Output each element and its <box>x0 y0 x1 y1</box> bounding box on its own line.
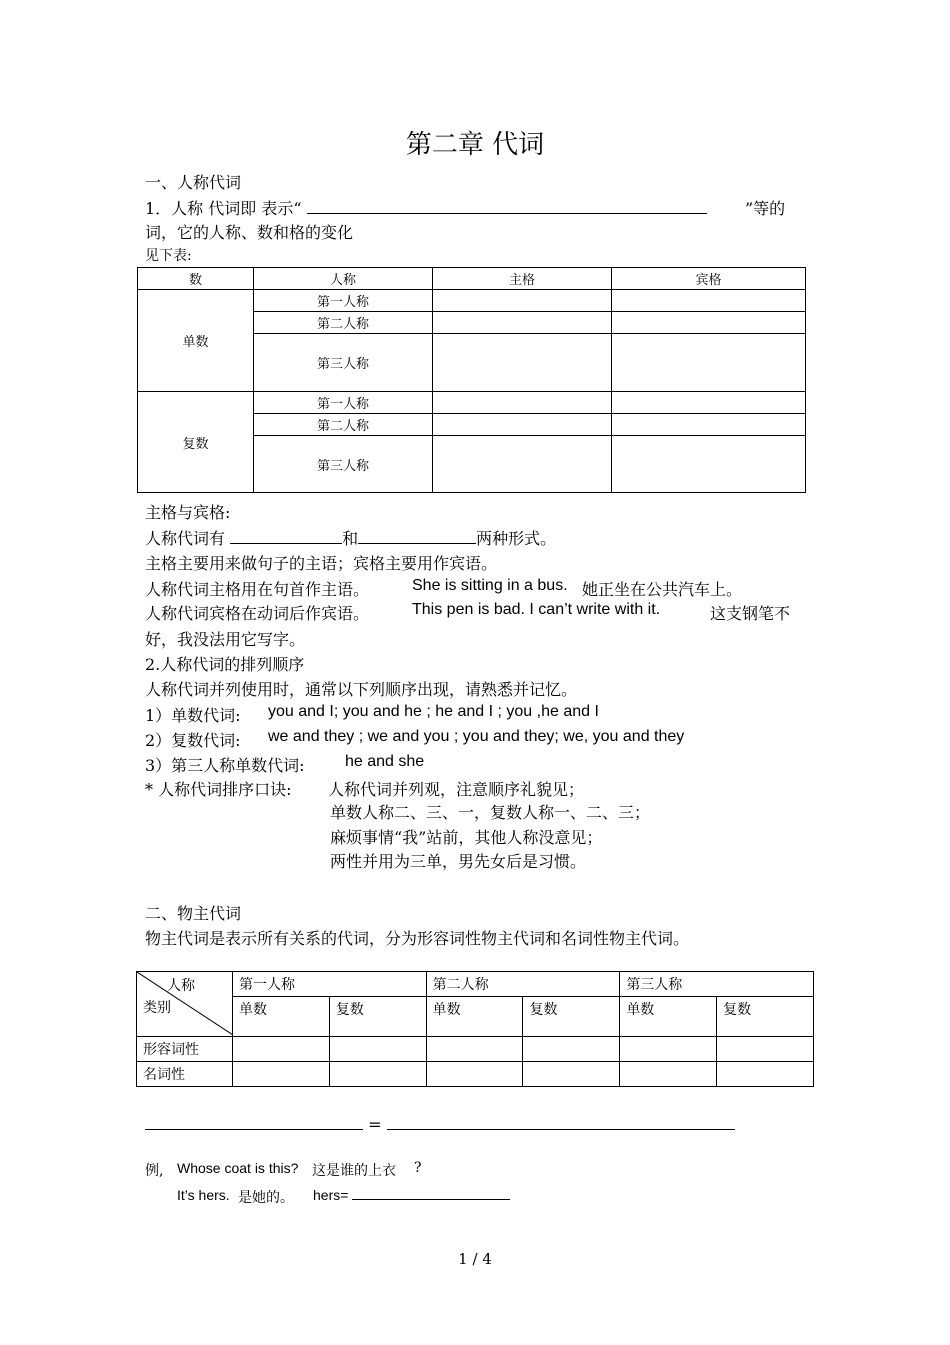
answer-cell[interactable] <box>717 1062 814 1087</box>
section-1-heading: 一、人称代词 <box>145 173 242 192</box>
hers-blank[interactable] <box>352 1187 510 1200</box>
case-heading: 主格与宾格: <box>145 503 231 522</box>
nominative-translation: 她正坐在公共汽车上。 <box>582 580 743 599</box>
person-cell: 第二人称 <box>254 414 433 436</box>
answer-cell[interactable] <box>433 334 612 392</box>
case-forms-and: 和 <box>342 529 359 548</box>
example-label: 例, <box>145 1163 164 1179</box>
personal-pronoun-table <box>137 267 806 493</box>
person-header: 第二人称 <box>426 972 620 997</box>
order-item-2-label: 2）复数代词: <box>145 731 241 750</box>
answer-cell[interactable] <box>433 392 612 414</box>
objective-rule: 人称代词宾格在动词后作宾语。 <box>145 604 370 623</box>
corner-cell <box>137 972 233 1037</box>
definition-blank[interactable] <box>307 199 707 214</box>
answer-cell[interactable] <box>433 436 612 493</box>
corner-bottom-label: 类别 <box>143 1000 171 1016</box>
answer-cell[interactable] <box>433 414 612 436</box>
number-header: 单数 <box>620 997 717 1037</box>
possessive-pronoun-table <box>136 971 814 1087</box>
answer-cell[interactable] <box>523 1037 620 1062</box>
corner-top-label: 人称 <box>167 978 195 994</box>
case-usage: 主格主要用来做句子的主语；宾格主要用作宾语。 <box>145 554 498 573</box>
answer-cell[interactable] <box>426 1062 523 1087</box>
hers-line <box>313 1187 510 1203</box>
equation-blank-left[interactable] <box>145 1115 363 1130</box>
rhyme-line: 人称代词并列观，注意顺序礼貌见； <box>328 780 585 799</box>
order-intro: 人称代词并列使用时，通常以下列顺序出现，请熟悉并记忆。 <box>145 680 578 699</box>
rhyme-line: 两性并用为三单，男先女后是习惯。 <box>330 852 587 871</box>
definition-suffix: ”等的 <box>745 199 786 218</box>
person-cell: 第一人称 <box>254 290 433 312</box>
answer-cell[interactable] <box>612 334 806 392</box>
order-item-3-label: 3）第三人称单数代词: <box>145 756 305 775</box>
person-header: 第三人称 <box>620 972 814 997</box>
answer-cell[interactable] <box>620 1037 717 1062</box>
number-header: 复数 <box>523 997 620 1037</box>
rhyme-label: * 人称代词排序口诀: <box>145 780 292 799</box>
header-objective: 宾格 <box>612 268 806 290</box>
order-heading: 2.人称代词的排列顺序 <box>145 655 305 674</box>
case-forms-line <box>145 526 556 549</box>
equals-sign: = <box>368 1115 382 1134</box>
answer-cell[interactable] <box>612 312 806 334</box>
answer-cell[interactable] <box>329 1037 426 1062</box>
answer-cell[interactable] <box>612 290 806 312</box>
objective-example: This pen is bad. I can’t write with it. <box>412 601 661 618</box>
example-question: Whose coat is this? <box>177 1160 299 1176</box>
header-nominative: 主格 <box>433 268 612 290</box>
equation-line <box>145 1115 735 1134</box>
rhyme-line: 单数人称二、三、一，复数人称一、二、三； <box>330 803 651 822</box>
answer-cell[interactable] <box>233 1062 330 1087</box>
person-cell: 第二人称 <box>254 312 433 334</box>
answer-cell[interactable] <box>717 1037 814 1062</box>
person-cell: 第一人称 <box>254 392 433 414</box>
group-label: 复数 <box>138 392 254 493</box>
example-question-mark: ? <box>414 1160 422 1176</box>
person-cell: 第三人称 <box>254 334 433 392</box>
nominative-rule: 人称代词主格用在句首作主语。 <box>145 580 370 599</box>
answer-cell[interactable] <box>233 1037 330 1062</box>
case-blank-2[interactable] <box>358 529 476 544</box>
answer-cell[interactable] <box>433 312 612 334</box>
rhyme-line: 麻烦事情“我”站前，其他人称没意见； <box>330 828 603 847</box>
page-number: 1 / 4 <box>458 1250 492 1268</box>
order-item-2-text: we and they ; we and you ; you and they; we, you and they <box>268 728 685 745</box>
order-item-3-text: he and she <box>345 753 425 770</box>
number-header: 单数 <box>233 997 330 1037</box>
header-number: 数 <box>138 268 254 290</box>
person-cell: 第三人称 <box>254 436 433 493</box>
answer-cell[interactable] <box>426 1037 523 1062</box>
definition-cont: 词，它的人称、数和格的变化 <box>145 223 354 242</box>
order-item-1-label: 1）单数代词: <box>145 706 241 725</box>
case-forms-prefix: 人称代词有 <box>145 529 231 548</box>
number-header: 复数 <box>329 997 426 1037</box>
section-2-heading: 二、物主代词 <box>145 904 242 923</box>
number-header: 单数 <box>426 997 523 1037</box>
answer-cell[interactable] <box>612 436 806 493</box>
nominative-example: She is sitting in a bus. <box>412 577 568 594</box>
objective-translation: 这支钢笔不 <box>710 604 791 623</box>
row-label: 名词性 <box>137 1062 233 1087</box>
objective-translation-cont: 好，我没法用它写字。 <box>145 630 306 649</box>
person-header: 第一人称 <box>233 972 427 997</box>
example-answer-translation: 是她的。 <box>238 1190 294 1206</box>
answer-cell[interactable] <box>329 1062 426 1087</box>
definition-line <box>145 196 707 219</box>
answer-cell[interactable] <box>523 1062 620 1087</box>
answer-cell[interactable] <box>433 290 612 312</box>
example-answer: It’s hers. <box>177 1187 230 1203</box>
answer-cell[interactable] <box>612 414 806 436</box>
row-label: 形容词性 <box>137 1037 233 1062</box>
answer-cell[interactable] <box>620 1062 717 1087</box>
header-person: 人称 <box>254 268 433 290</box>
hers-label: hers= <box>313 1187 349 1203</box>
equation-blank-right[interactable] <box>387 1115 735 1130</box>
case-forms-suffix: 两种形式。 <box>476 529 557 548</box>
case-blank-1[interactable] <box>230 529 342 544</box>
number-header: 复数 <box>717 997 814 1037</box>
page-title: 第二章 代词 <box>405 130 545 160</box>
group-label: 单数 <box>138 290 254 392</box>
see-table-note: 见下表: <box>145 248 192 264</box>
order-item-1-text: you and I; you and he ; he and I ; you ,he and I <box>268 703 599 720</box>
definition-prefix: 1．人称 代词即 表示“ <box>145 199 302 218</box>
example-question-translation: 这是谁的上衣 <box>312 1163 396 1179</box>
answer-cell[interactable] <box>612 392 806 414</box>
section-2-intro: 物主代词是表示所有关系的代词，分为形容词性物主代词和名词性物主代词。 <box>145 929 690 948</box>
